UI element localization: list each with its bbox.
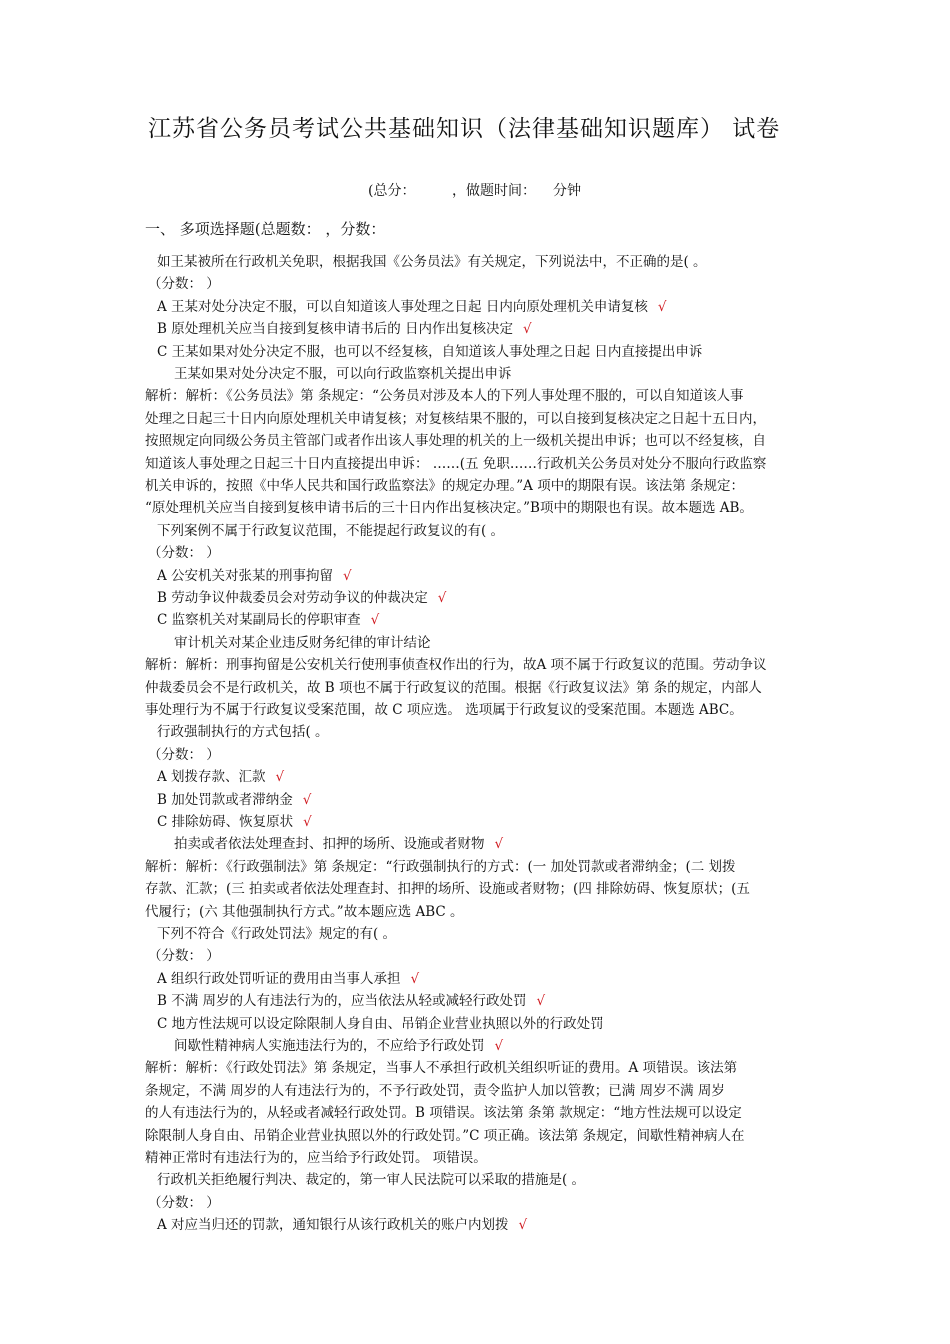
correct-check-mark: √ xyxy=(657,298,667,315)
question-stem-text: 行政机关拒绝履行判决、裁定的，第一审人民法院可以采取的措施是( 。 xyxy=(157,1172,586,1189)
analysis-line xyxy=(145,384,743,404)
answer-option-text: C 监察机关对某副局长的停职审查 xyxy=(157,612,361,629)
total-score-label: (总分： xyxy=(368,183,416,199)
answer-option-text: A 公安机关对张某的刑事拘留 xyxy=(157,567,334,584)
answer-option-text: 拍卖或者依法处理查封、扣押的场所、设施或者财物 xyxy=(174,836,485,853)
question-score xyxy=(148,272,220,292)
analysis-line xyxy=(145,429,766,449)
analysis-line xyxy=(145,855,736,875)
time-unit: 分钟 xyxy=(553,183,581,199)
analysis-line xyxy=(145,452,766,472)
section-heading: 一、 多项选择题(总题数： ，分数： xyxy=(145,220,386,238)
question-score-text: （分数： ） xyxy=(148,746,220,763)
question-score-text: （分数： ） xyxy=(148,1194,220,1211)
question-stem xyxy=(157,922,396,942)
correct-check-mark: √ xyxy=(494,836,504,853)
question-stem-text: 下列案例不属于行政复议范围，不能提起行政复议的有( 。 xyxy=(157,522,505,539)
analysis-line-text: “原处理机关应当自接到复核申请书后的三十日内作出复核决定。”B项中的期限也有误。故本题选 AB。 xyxy=(145,500,753,517)
correct-check-mark: √ xyxy=(410,970,420,987)
question-stem xyxy=(157,519,504,539)
answer-option xyxy=(157,564,352,584)
question-stem-text: 下列不符合《行政处罚法》规定的有( 。 xyxy=(157,926,397,942)
answer-option xyxy=(157,765,284,785)
answer-option-text: A 组织行政处罚听证的费用由当事人承担 xyxy=(157,970,401,987)
analysis-line xyxy=(145,496,753,516)
question-stem-text: 行政强制执行的方式包括( 。 xyxy=(157,724,329,741)
correct-check-mark: √ xyxy=(370,612,380,629)
question-score-text: （分数： ） xyxy=(148,545,220,562)
question-score xyxy=(148,944,220,964)
answer-option-text: C 王某如果对处分决定不服，也可以不经复核，自知道该人事处理之日起 日内直接提出申诉 xyxy=(157,343,703,360)
answer-option xyxy=(174,832,503,852)
analysis-line-text: 解析：解析：《行政处罚法》第 条规定，当事人不承担行政机关组织听证的费用。A 项错误。该法第 xyxy=(145,1060,738,1077)
analysis-line-text: 条规定，不满 周岁的人有违法行为的，不予行政处罚，责令监护人加以管教；已满 周岁不满 周岁 xyxy=(145,1082,725,1099)
correct-check-mark: √ xyxy=(518,1217,528,1234)
answer-option-text: B 不满 周岁的人有违法行为的，应当依法从轻或减轻行政处罚 xyxy=(157,993,527,1010)
answer-option-text: 审计机关对某企业违反财务纪律的审计结论 xyxy=(174,634,431,651)
analysis-line-text: 除限制人身自由、吊销企业营业执照以外的行政处罚。”C 项正确。该法第 条规定，间歇性精神病人在 xyxy=(145,1127,745,1144)
question-score xyxy=(148,541,220,561)
analysis-line-text: 按照规定向同级公务员主管部门或者作出该人事处理的机关的上一级机关提出申诉；也可以不经复核，自 xyxy=(145,433,766,450)
answer-option-text: 王某如果对处分决定不服，可以向行政监察机关提出申诉 xyxy=(174,366,512,382)
analysis-line-text: 仲裁委员会不是行政机关，故 B 项也不属于行政复议的范围。根据《行政复议法》第 条的规定，内部人 xyxy=(145,679,762,696)
answer-option xyxy=(157,586,446,606)
answer-option xyxy=(157,989,545,1009)
answer-option xyxy=(157,788,311,808)
answer-option-text: C 地方性法规可以设定除限制人身自由、吊销企业营业执照以外的行政处罚 xyxy=(157,1015,604,1032)
analysis-line xyxy=(145,474,744,494)
answer-option-text: B 加处罚款或者滞纳金 xyxy=(157,791,293,808)
answer-option xyxy=(174,631,431,651)
analysis-line xyxy=(145,698,743,718)
analysis-line xyxy=(145,900,464,920)
analysis-line xyxy=(145,877,750,897)
correct-check-mark: √ xyxy=(437,590,447,606)
correct-check-mark: √ xyxy=(303,814,312,830)
analysis-line-text: 精神正常时有违法行为的，应当给予行政处罚。 项错误。 xyxy=(145,1150,487,1166)
analysis-line xyxy=(145,1146,487,1166)
answer-option xyxy=(157,810,312,830)
analysis-line xyxy=(145,1079,725,1099)
analysis-line xyxy=(145,1101,742,1121)
answer-option xyxy=(157,608,379,628)
correct-check-mark: √ xyxy=(275,769,285,786)
answer-option xyxy=(157,317,532,337)
analysis-line-text: 存款、汇款；(三 拍卖或者依法处理查封、扣押的场所、设施或者财物；(四 排除妨碍、恢复原状；(五 xyxy=(145,881,750,898)
answer-option xyxy=(174,1034,503,1054)
analysis-line-text: 解析：解析：《行政强制法》第 条规定：“行政强制执行的方式：(一 加处罚款或者滞纳金；(二 划拨 xyxy=(145,858,736,875)
answer-option-text: 间歇性精神病人实施违法行为的，不应给予行政处罚 xyxy=(174,1038,485,1054)
analysis-line xyxy=(145,1124,745,1144)
answer-option-text: C 排除妨碍、恢复原状 xyxy=(157,814,294,830)
question-score-text: （分数： ） xyxy=(148,948,220,965)
analysis-line xyxy=(145,1056,737,1076)
answer-option xyxy=(157,295,666,315)
question-score xyxy=(148,1191,220,1211)
answer-option-text: A 对应当归还的罚款，通知银行从该行政机关的账户内划拨 xyxy=(157,1217,509,1234)
analysis-line-text: 处理之日起三十日内向原处理机关申请复核；对复核结果不服的，可以自接到复核决定之日起十五日内， xyxy=(145,410,766,427)
analysis-line xyxy=(145,653,767,673)
analysis-line-text: 知道该人事处理之日起三十日内直接提出申诉： ……(五 免职……行政机关公务员对处分不服向行政监察 xyxy=(145,455,767,472)
correct-check-mark: √ xyxy=(494,1038,504,1054)
answer-option xyxy=(157,340,702,360)
analysis-line-text: 代履行；(六 其他强制执行方式。”故本题应选 ABC 。 xyxy=(145,903,464,920)
answer-option-text: B 原处理机关应当自接到复核申请书后的 日内作出复核决定 xyxy=(157,321,514,338)
analysis-line-text: 的人有违法行为的，从轻或者减轻行政处罚。B 项错误。该法第 条第 款规定：“地方性法规可以设定 xyxy=(145,1105,742,1122)
correct-check-mark: √ xyxy=(343,567,352,584)
question-stem xyxy=(157,1168,585,1188)
answer-option-text: A 划拨存款、汇款 xyxy=(157,769,266,786)
correct-check-mark: √ xyxy=(523,321,532,338)
answer-option-text: B 劳动争议仲裁委员会对劳动争议的仲裁决定 xyxy=(157,590,428,606)
answer-option xyxy=(157,1213,527,1233)
question-score-text: （分数： ） xyxy=(148,276,220,293)
analysis-line xyxy=(145,407,766,427)
question-stem xyxy=(157,250,707,270)
question-stem xyxy=(157,720,329,740)
analysis-line-text: 解析：解析：刑事拘留是公安机关行使刑事侦查权作出的行为，故A 项不属于行政复议的范围。劳动争议 xyxy=(145,657,767,674)
question-score xyxy=(148,743,220,763)
time-label: ，做题时间： xyxy=(452,183,536,199)
answer-option xyxy=(157,1012,604,1032)
analysis-line xyxy=(145,676,762,696)
answer-option xyxy=(157,967,419,987)
question-stem-text: 如王某被所在行政机关免职，根据我国《公务员法》有关规定，下列说法中，不正确的是( 。 xyxy=(157,254,707,270)
analysis-line-text: 事处理行为不属于行政复议受案范围，故 C 项应选。 选项属于行政复议的受案范围。本题选 ABC。 xyxy=(145,702,743,718)
correct-check-mark: √ xyxy=(536,993,546,1010)
analysis-line-text: 机关申诉的，按照《中华人民共和国行政监察法》的规定办理。”A 项中的期限有误。该法第 条规定： xyxy=(145,478,744,494)
analysis-line-text: 解析：解析：《公务员法》第 条规定：“公务员对涉及本人的下列人事处理不服的，可以自知道该人事 xyxy=(145,388,744,405)
answer-option-text: A 王某对处分决定不服，可以自知道该人事处理之日起 日内向原处理机关申请复核 xyxy=(157,298,648,315)
document-title: 江苏省公务员考试公共基础知识（法律基础知识题库） 试卷 xyxy=(148,116,781,142)
correct-check-mark: √ xyxy=(302,791,312,808)
answer-option xyxy=(174,362,512,382)
